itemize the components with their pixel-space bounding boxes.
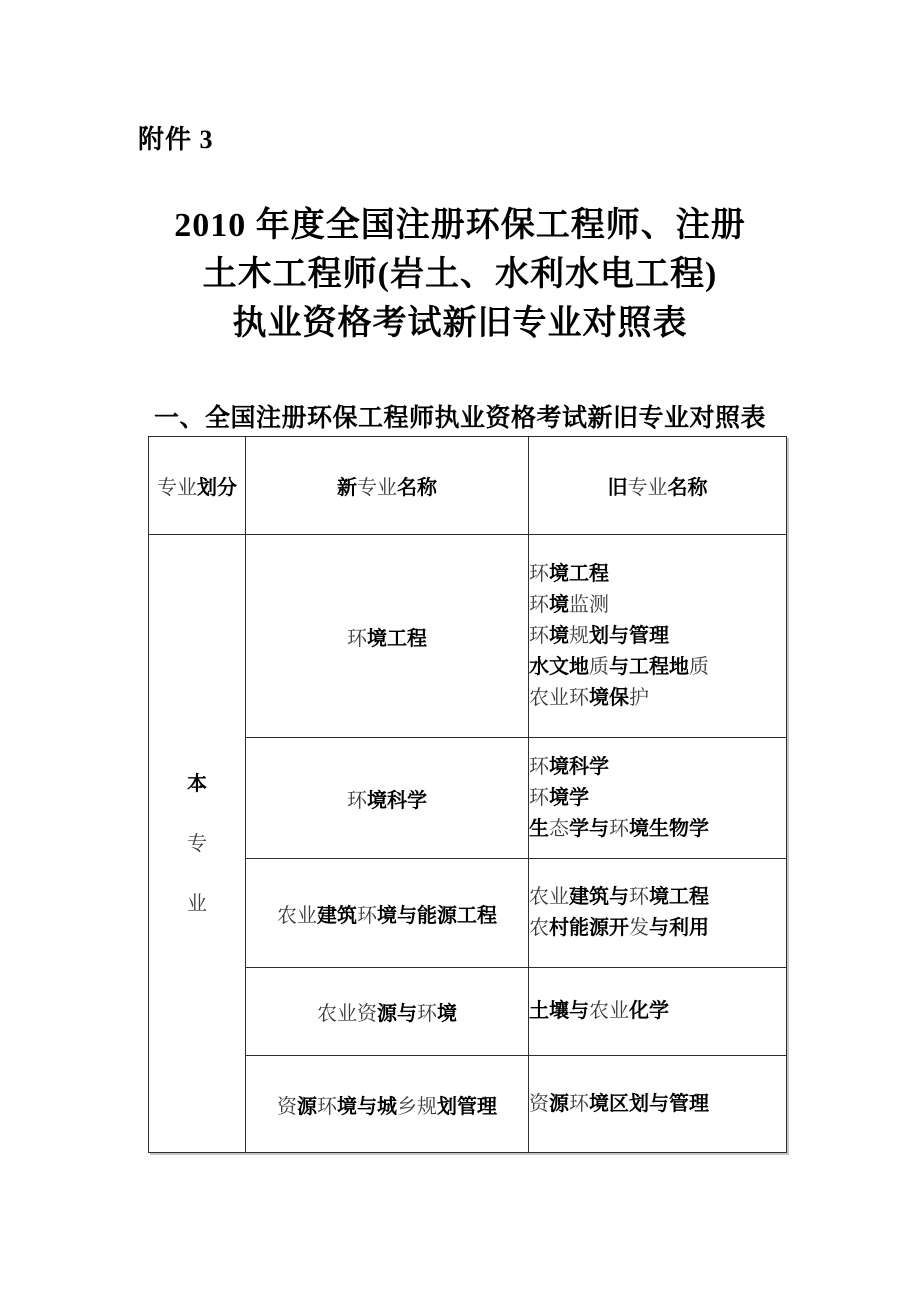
column-header-label: 新专业名称 (337, 477, 437, 499)
title-line-2: 土木工程师(岩土、水利水电工程) (202, 256, 718, 293)
new-specialty-name: 资源环境与城乡规划管理 (277, 1095, 497, 1118)
new-specialty-name: 环境工程 (347, 627, 427, 650)
column-header-category (149, 437, 246, 535)
category-char: 本 (187, 772, 207, 795)
new-specialty-name: 环境科学 (347, 789, 427, 812)
old-specialty-item: 农业环境保护 (529, 686, 649, 709)
category-cell (149, 535, 246, 1153)
old-specialty-item: 水文地质与工程地质 (529, 655, 709, 678)
old-specialty-item: 环境工程 (529, 562, 609, 585)
attachment-label: 附件 3 (138, 125, 214, 154)
old-specialty-item: 农业建筑与环境工程 (529, 886, 709, 908)
old-specialty-cell (529, 968, 787, 1056)
column-header-old (529, 437, 787, 535)
old-specialty-cell (529, 859, 787, 968)
new-specialty-cell (246, 738, 529, 859)
old-specialty-item: 资源环境区划与管理 (529, 1092, 709, 1115)
new-specialty-cell (246, 535, 529, 738)
comparison-table-body (149, 437, 787, 1153)
comparison-table (148, 436, 787, 1153)
old-specialty-item: 环境监测 (529, 593, 609, 616)
title-line-1: 2010 年度全国注册环保工程师、注册 (174, 207, 746, 244)
new-specialty-cell (246, 859, 529, 968)
new-specialty-name: 农业建筑环境与能源工程 (277, 904, 497, 927)
old-specialty-item: 环境学 (529, 786, 589, 809)
section-heading: 一、全国注册环保工程师执业资格考试新旧专业对照表 (153, 403, 766, 432)
old-specialty-item: 生态学与环境生物学 (529, 817, 709, 840)
new-specialty-cell (246, 968, 529, 1056)
old-specialty-cell (529, 1056, 787, 1153)
new-specialty-name: 农业资源与环境 (317, 1003, 457, 1025)
table-header-row (149, 437, 787, 535)
category-char: 业 (187, 892, 207, 915)
old-specialty-cell (529, 535, 787, 738)
title-line-3: 执业资格考试新旧专业对照表 (232, 305, 688, 342)
old-specialty-item: 农村能源开发与利用 (529, 917, 709, 939)
column-header-new (246, 437, 529, 535)
column-header-label: 旧专业名称 (607, 477, 708, 499)
old-specialty-item: 环境科学 (529, 755, 609, 778)
document-title (0, 201, 920, 348)
category-char: 专 (187, 832, 207, 855)
table-row (149, 535, 787, 738)
old-specialty-cell (529, 738, 787, 859)
old-specialty-item: 土壤与农业化学 (529, 1000, 669, 1022)
column-header-label: 专业划分 (157, 477, 237, 499)
new-specialty-cell (246, 1056, 529, 1153)
old-specialty-item: 环境规划与管理 (529, 624, 669, 647)
